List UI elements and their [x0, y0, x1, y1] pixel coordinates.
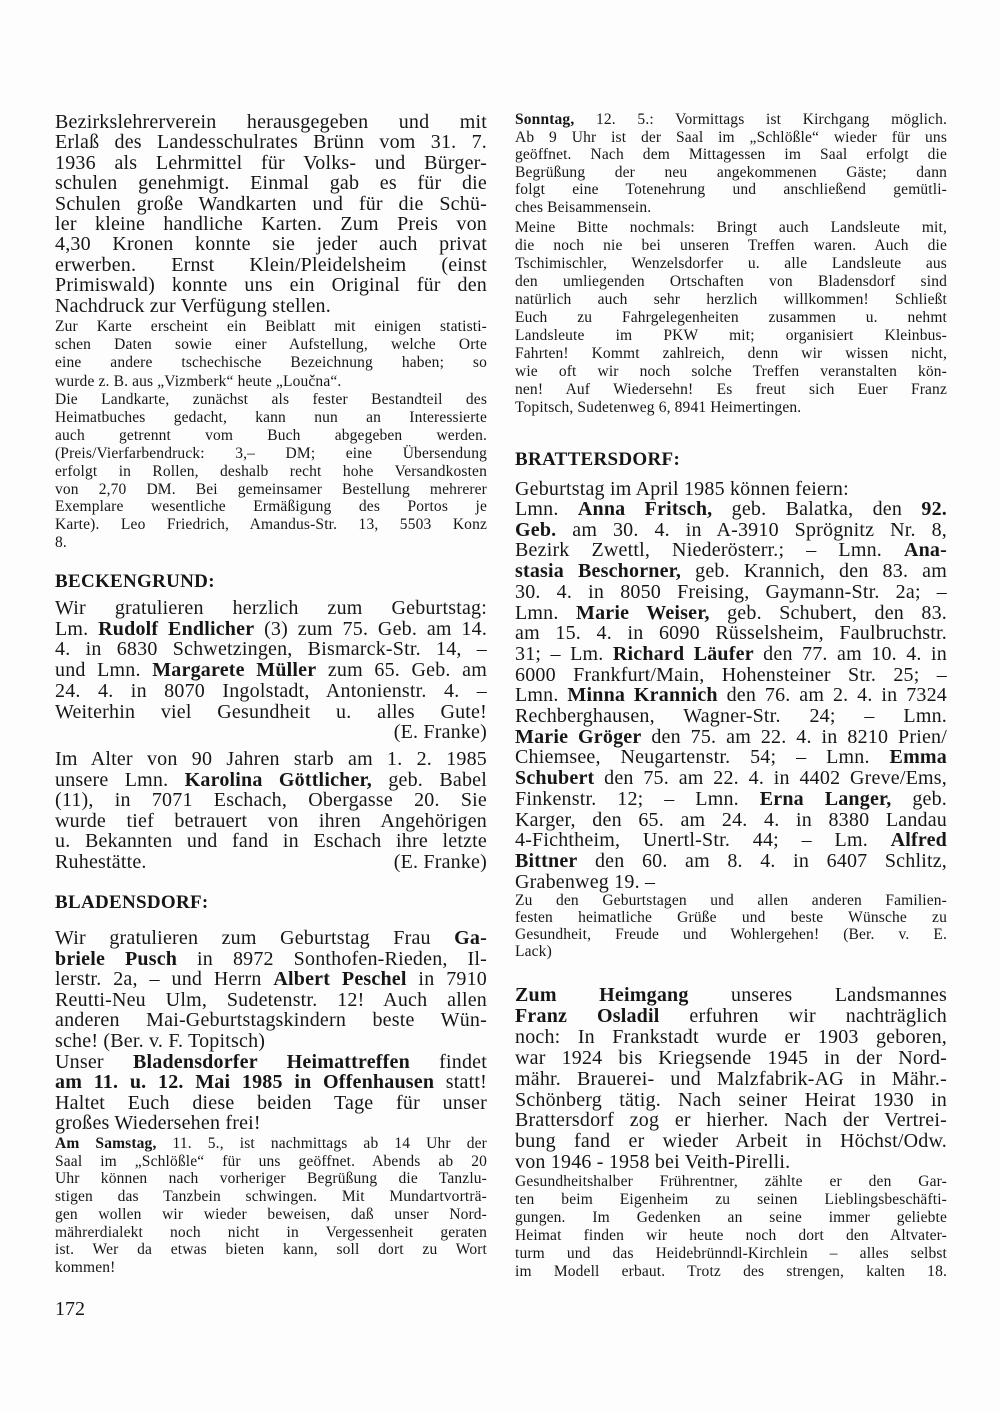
text-run: unseres Landsmannes: [688, 984, 947, 1006]
paragraph: [515, 893, 947, 961]
text-line: [55, 153, 487, 173]
text-line: [55, 1224, 487, 1242]
text-line: [515, 181, 947, 199]
text-run: Im Alter von 90 Jahren starb am 1. 2. 1985: [55, 748, 487, 770]
text-run: geöffnet. Nach dem Mittagessen im Saal erfolgt die: [515, 146, 947, 164]
text-line: [515, 273, 947, 291]
text-line: [515, 327, 947, 345]
text-line: [55, 1010, 487, 1031]
text-run: den 60. am 8. 4. in 6407 Schlitz,: [577, 849, 947, 872]
text-run: die noch nie bei unseren Treffen waren. Auch die: [515, 237, 947, 254]
text-line: [515, 1048, 947, 1069]
paragraph: [515, 219, 947, 417]
text-run: eine andere tschechische Bezeichnung haben; so: [55, 354, 487, 372]
bold-name: Richard Läufer: [612, 642, 754, 665]
section-heading: [515, 449, 947, 471]
text-line: [55, 318, 487, 336]
text-line: [515, 810, 947, 831]
text-line: [515, 520, 947, 541]
text-run: schulen genehmigt. Einmal gab es für die: [55, 172, 487, 195]
text-line: [55, 1241, 487, 1259]
bold-name: Ga-: [454, 927, 487, 949]
paragraph: [55, 598, 487, 743]
text-line: [55, 571, 487, 593]
text-run: den 77. am 10. 4. in: [753, 642, 947, 665]
text-run: im Modell erbaut. Trotz des strengen, kalten 18.: [515, 1263, 947, 1280]
text-line: [515, 1006, 947, 1027]
text-line: [515, 1152, 947, 1173]
text-line: [55, 1072, 487, 1092]
text-line: [515, 927, 947, 944]
text-run: 8.: [55, 534, 67, 552]
text-line: [515, 582, 947, 603]
text-run: Begrüßung der neu angekommenen Gäste; dann: [515, 163, 947, 181]
text-run: und Lmn.: [55, 659, 153, 682]
text-line: [515, 1245, 947, 1263]
text-run: mähr. Brauerei- und Malzfabrik-AG in Mähr.-: [515, 1067, 947, 1090]
bold-name: Schubert: [515, 767, 595, 790]
paragraph: [55, 391, 487, 552]
text-run: Brattersdorf zog er hierher. Nach der Vertrei-: [515, 1109, 947, 1132]
bold-name: 92.: [921, 498, 947, 520]
text-run: Tschimischler, Wenzelsdorfer u. alle Landsleute aus: [515, 255, 947, 272]
text-run: Lack): [515, 942, 552, 960]
text-run: den umliegenden Ortschaften von Bladensdorf sind: [515, 273, 947, 290]
text-line: [55, 811, 487, 832]
text-run: u. Bekannten und fand in Eschach ihre letzte: [55, 830, 487, 853]
text-line: [55, 336, 487, 354]
text-run: Uhr können nach vorheriger Begrüßung die Tanzlu-: [55, 1170, 487, 1188]
text-run: bung fand er wieder Arbeit in Höchst/Odw.: [515, 1130, 947, 1153]
text-run: erwerben. Ernst Klein/Pleidelsheim (einst: [55, 253, 487, 276]
text-run: Chiemsee, Neugartenstr. 54; – Lmn.: [515, 746, 890, 769]
text-run: 11. 5., ist nachmittags ab 14 Uhr der: [156, 1135, 487, 1152]
text-line: [55, 214, 487, 234]
text-line: [515, 309, 947, 327]
text-run: (Preis/Vierfarbendruck: 3,– DM; eine Übersendung: [55, 444, 487, 462]
text-line: [515, 1209, 947, 1227]
bold-name: Erna Langer,: [759, 787, 892, 810]
text-line: [55, 790, 487, 811]
text-run: Haltet Euch diese beiden Tage für unser: [55, 1091, 487, 1114]
text-run: lerstr. 2a, – und Herrn: [55, 968, 274, 990]
text-line: [55, 255, 487, 275]
text-run: wie oft wir noch solche Treffen veranstalten kön-: [515, 363, 947, 380]
text-run: Zu den Geburtstagen und allen anderen Familien-: [515, 892, 947, 909]
text-line: [55, 354, 487, 372]
text-run: erfolgt in Rollen, deshalb recht hohe Versandkosten: [55, 462, 487, 480]
text-run: turm und das Heidebrünndl-Kirchlein – alles selbst: [515, 1245, 947, 1262]
text-line: [515, 830, 947, 851]
text-run: 4,30 Kronen konnte sie jeder auch privat: [55, 233, 487, 256]
bold-name: briele Pusch: [55, 947, 178, 970]
text-run: Karger, den 65. am 24. 4. in 8380 Landau: [515, 808, 947, 831]
text-line: [55, 516, 487, 534]
text-run: Reutti-Neu Ulm, Sudetenstr. 12! Auch allen: [55, 988, 487, 1011]
text-line: [55, 173, 487, 193]
bold-name: Anna Fritsch,: [577, 498, 713, 520]
text-run: wurde tief betrauert von ihren Angehörigen: [55, 809, 487, 832]
text-line: [55, 660, 487, 681]
text-run: noch: In Frankstadt wurde er 1903 geboren,: [515, 1025, 947, 1048]
text-run: Saal im „Schlößle“ für uns geöffnet. Abends ab 20: [55, 1152, 487, 1170]
text-line: [515, 644, 947, 665]
text-line: [515, 164, 947, 182]
text-line: [515, 111, 947, 129]
text-run: Lmn.: [515, 684, 568, 707]
section-heading: [55, 892, 487, 914]
text-run: geb. Krannich, den 83. am: [681, 560, 947, 583]
text-run: den 75. am 22. 4. in 8210 Prien/: [641, 725, 947, 748]
bold-name: Marie Weiser,: [576, 601, 710, 624]
text-line: [55, 598, 487, 619]
text-line: [515, 561, 947, 582]
text-line: [515, 685, 947, 706]
bold-name: stasia Beschorner,: [515, 560, 682, 583]
text-line: [55, 498, 487, 516]
text-line: [515, 345, 947, 363]
text-run: auch getrennt vom Buch abgegeben werden.: [55, 426, 487, 444]
text-line: [515, 199, 947, 217]
text-line: [515, 747, 947, 768]
text-line: [515, 985, 947, 1006]
text-line: [55, 1052, 487, 1072]
text-line: [515, 872, 947, 893]
text-line: [55, 702, 487, 723]
right-column: [515, 0, 947, 1413]
text-run: Lmn.: [515, 498, 578, 520]
text-line: [55, 949, 487, 970]
text-run: anderen Mai-Geburtstagskindern beste Wün-: [55, 1009, 487, 1031]
text-line: [515, 146, 947, 164]
text-run: BRATTERSDORF:: [515, 449, 681, 470]
text-run: geb. Babel: [372, 768, 487, 791]
bold-name: Margarete Müller: [152, 659, 317, 682]
bold-name: Alfred: [890, 829, 947, 852]
text-run: gungen. Im Gedenken an seine immer geliebte: [515, 1209, 947, 1226]
text-run: Die Landkarte, zunächst als fester Bestandteil des: [55, 391, 487, 408]
text-run: festen heimatliche Grüße und beste Wünsche zu: [515, 908, 947, 926]
bold-name: Albert Peschel: [273, 968, 407, 990]
paragraph: [515, 985, 947, 1173]
bold-name: Zum Heimgang: [515, 984, 689, 1006]
bold-name: Rudolf Endlicher: [98, 617, 255, 640]
text-run: Geburtstag im April 1985 können feiern:: [515, 478, 849, 500]
text-line: [55, 1031, 487, 1052]
text-line: [515, 499, 947, 520]
text-run: in 8972 Sonthofen-Rieden, Il-: [177, 947, 487, 970]
text-run: den 76. am 2. 4. in 7324: [717, 684, 947, 707]
text-line: [55, 1093, 487, 1113]
text-run: Finkenstr. 12; – Lmn.: [515, 787, 760, 810]
text-line: [515, 1191, 947, 1209]
text-run: kommen!: [55, 1258, 116, 1276]
text-line: [55, 409, 487, 427]
text-run: Karte). Leo Friedrich, Amandus-Str. 13, 5503 Konz: [55, 516, 487, 534]
text-run: Unser: [55, 1051, 133, 1073]
text-line: [515, 381, 947, 399]
text-line: [515, 479, 947, 500]
text-line: [515, 727, 947, 748]
text-run: Weiterhin viel Gesundheit u. alles Gute!: [55, 700, 487, 723]
text-line: [55, 391, 487, 409]
bold-name: Am Samstag,: [55, 1135, 157, 1152]
text-line: [55, 1135, 487, 1153]
text-line: [55, 1206, 487, 1224]
text-line: [515, 603, 947, 624]
text-run: Gesundheitshalber Frührentner, zählte er den Gar-: [515, 1173, 947, 1190]
text-line: [515, 1227, 947, 1245]
bold-name: Sonntag,: [515, 111, 575, 128]
text-line: [55, 928, 487, 949]
bold-name: Karolina Göttlicher,: [184, 768, 372, 791]
text-line: [515, 237, 947, 255]
text-run: am 30. 4. in A-3910 Sprögnitz Nr. 8,: [556, 518, 947, 541]
text-run: 4-Fichtheim, Unertl-Str. 44; – Lm.: [515, 829, 891, 852]
text-run: wurde z. B. aus „Vizmberk“ heute „Loučna“.: [55, 372, 342, 390]
text-run: ist. Wer da etwas bieten kann, soll dort zu Wort: [55, 1241, 487, 1259]
author-signature: (E. Franke): [393, 721, 487, 744]
text-run: Primiswald) konnte uns ein Original für den: [55, 274, 487, 297]
text-run: Grabenweg 19. –: [515, 870, 656, 893]
text-line: [515, 851, 947, 872]
text-line: [515, 1090, 947, 1111]
text-line: [55, 1170, 487, 1188]
text-run: stigen das Tanzbein schwingen. Mit Mundartvorträ-: [55, 1188, 487, 1206]
text-run: unsere Lmn.: [55, 768, 185, 791]
page-number: 172: [55, 1298, 85, 1320]
text-line: [515, 944, 947, 961]
section-heading: [55, 571, 487, 593]
bold-name: Marie Gröger: [515, 725, 642, 748]
paragraph: [515, 111, 947, 217]
text-run: großes Wiedersehen frei!: [55, 1111, 261, 1134]
text-run: erfuhren wir nachträglich: [659, 1004, 947, 1027]
text-run: Nachdruck zur Verfügung stellen.: [55, 294, 331, 317]
bold-name: am 11. u. 12. Mai 1985 in Offenhausen: [55, 1071, 435, 1094]
text-line: [515, 291, 947, 309]
text-run: mährerdialekt noch nicht in Vergessenheit geraten: [55, 1223, 487, 1241]
text-line: [55, 831, 487, 852]
text-line: [515, 1263, 947, 1281]
text-run: (3) zum 75. Geb. am 14.: [254, 617, 488, 640]
text-run: ches Beisammensein.: [515, 198, 652, 216]
bold-name: Emma: [889, 746, 947, 769]
left-column: [55, 0, 487, 1413]
text-run: 12. 5.: Vormittags ist Kirchgang möglich.: [574, 111, 947, 128]
text-line: [55, 1188, 487, 1206]
paragraph: [515, 1173, 947, 1281]
text-run: Gesundheit, Freude und Wohlergehen! (Ber. v. E.: [515, 925, 947, 943]
text-line: [55, 681, 487, 702]
text-run: Ab 9 Uhr ist der Saal im „Schlößle“ wieder für uns: [515, 128, 947, 146]
text-line: [55, 481, 487, 499]
text-run: BECKENGRUND:: [55, 571, 215, 592]
text-run: nen! Auf Wiedersehn! Es freut sich Euer Franz: [515, 381, 947, 398]
text-run: Rechberghausen, Wagner-Str. 24; – Lmn.: [515, 705, 947, 728]
text-line: [515, 910, 947, 927]
bold-name: Ana-: [903, 539, 947, 562]
text-run: am 15. 4. in 6090 Rüsselsheim, Faulbruchstr.: [515, 622, 947, 645]
text-line: [515, 255, 947, 273]
text-line: [515, 129, 947, 147]
text-run: Meine Bitte nochmals: Bringt auch Landsleute mit,: [515, 219, 947, 236]
paragraph: [55, 112, 487, 316]
text-run: ten beim Eigenheim zu seinen Lieblingsbeschäfti-: [515, 1191, 947, 1208]
bold-name: Franz Osladil: [515, 1004, 660, 1027]
text-run: 6000 Frankfurt/Main, Hohensteiner Str. 25; –: [515, 663, 947, 686]
text-run: Lmn.: [515, 601, 576, 624]
text-run: schen Daten sowie einer Aufstellung, welche Orte: [55, 336, 487, 354]
text-run: Ruhestätte.: [55, 850, 147, 873]
text-run: Schulen große Wandkarten und für die Schü-: [55, 192, 487, 215]
paragraph: [55, 318, 487, 391]
text-run: findet: [409, 1051, 487, 1073]
text-line: [55, 534, 487, 552]
text-run: von 2,70 DM. Bei gemeinsamer Bestellung mehrerer: [55, 480, 487, 498]
text-line: [515, 1110, 947, 1131]
text-run: Euch zu Fahrgelegenheiten zusammen u. nehmt: [515, 309, 947, 326]
text-line: [515, 219, 947, 237]
text-line: [55, 234, 487, 254]
text-line: [55, 427, 487, 445]
text-line: [55, 852, 487, 873]
text-run: BLADENSDORF:: [55, 892, 209, 913]
text-run: Heimat finden wir heute noch dort den Altvater-: [515, 1227, 947, 1244]
text-run: Erlaß des Landesschulrates Brünn vom 31. 7.: [55, 131, 487, 154]
text-run: geb.: [891, 787, 947, 810]
text-run: statt!: [434, 1071, 487, 1094]
text-line: [515, 449, 947, 471]
text-run: (11), in 7071 Eschach, Obergasse 20. Sie: [55, 789, 487, 812]
text-line: [515, 706, 947, 727]
text-line: [515, 399, 947, 417]
paragraph: [55, 749, 487, 873]
text-run: 4. in 6830 Schwetzingen, Bismarck-Str. 14, –: [55, 638, 487, 661]
text-line: [55, 445, 487, 463]
text-line: [55, 112, 487, 132]
text-run: Fahrten! Kommt zahlreich, denn wir wissen nicht,: [515, 345, 947, 362]
bold-name: Bladensdorfer Heimattreffen: [132, 1051, 410, 1073]
text-line: [515, 1069, 947, 1090]
text-run: geb. Schubert, den 83.: [709, 601, 947, 624]
paragraph: [55, 1052, 487, 1133]
text-run: zum 65. Geb. am: [316, 659, 487, 682]
text-line: [55, 619, 487, 640]
text-run: Zur Karte erscheint ein Beiblatt mit einigen statisti-: [55, 318, 487, 335]
text-run: 30. 4. in 8050 Freising, Gaymann-Str. 2a; –: [515, 580, 947, 603]
text-line: [55, 463, 487, 481]
bold-name: Bittner: [515, 849, 578, 872]
text-run: Schönberg tätig. Nach seiner Heirat 1930 in: [515, 1088, 947, 1111]
text-line: [515, 1131, 947, 1152]
text-line: [55, 194, 487, 214]
paragraph: [55, 1135, 487, 1277]
text-run: Wir gratulieren herzlich zum Geburtstag:: [55, 597, 487, 619]
text-line: [55, 1113, 487, 1133]
text-line: [55, 892, 487, 914]
paragraph: [515, 499, 947, 892]
text-run: 24. 4. in 8070 Ingolstadt, Antonienstr. 4. –: [55, 679, 487, 702]
text-line: [55, 990, 487, 1011]
text-run: Lm.: [55, 617, 99, 640]
text-line: [515, 665, 947, 686]
author-signature: (E. Franke): [393, 850, 487, 873]
text-run: 31; – Lm.: [515, 642, 613, 665]
text-run: Bezirk Zwettl, Niederösterr.; – Lmn.: [515, 539, 904, 562]
text-line: [55, 722, 487, 743]
text-run: Heimatbuches gedacht, kann nun an Interessierte: [55, 408, 487, 426]
text-run: Bezirkslehrerverein herausgegeben und mit: [55, 111, 487, 133]
text-run: gen wollen wir wieder beweisen, daß unser Nord-: [55, 1205, 487, 1223]
text-line: [515, 1173, 947, 1191]
text-run: 1936 als Lehrmittel für Volks- und Bürger-: [55, 151, 487, 174]
paragraph: [515, 479, 947, 500]
text-line: [515, 893, 947, 910]
text-line: [515, 1027, 947, 1048]
text-line: [515, 363, 947, 381]
text-line: [55, 969, 487, 990]
text-line: [515, 768, 947, 789]
text-run: war 1924 bis Kriegsende 1945 in der Nord-: [515, 1046, 947, 1069]
text-run: Landsleute im PKW mit; organisiert Kleinbus-: [515, 327, 947, 344]
bold-name: Minna Krannich: [567, 684, 718, 707]
text-line: [515, 623, 947, 644]
text-run: in 7910: [406, 968, 487, 990]
text-line: [55, 1259, 487, 1277]
text-run: Wir gratulieren zum Geburtstag Frau: [55, 927, 455, 949]
text-run: Topitsch, Sudetenweg 6, 8941 Heimertingen.: [515, 399, 802, 416]
text-line: [55, 132, 487, 152]
text-line: [55, 373, 487, 391]
text-line: [55, 639, 487, 660]
text-run: ler kleine handliche Karten. Zum Preis von: [55, 213, 487, 236]
text-line: [55, 770, 487, 791]
text-line: [55, 296, 487, 316]
text-line: [55, 275, 487, 295]
text-line: [515, 789, 947, 810]
text-line: [515, 540, 947, 561]
text-run: geb. Balatka, den: [712, 498, 922, 520]
text-line: [55, 1153, 487, 1171]
text-run: Exemplare wesentliche Ermäßigung des Portos je: [55, 498, 487, 516]
text-run: natürlich auch sehr herzlich willkommen! Schließt: [515, 291, 947, 308]
text-run: den 75. am 22. 4. in 4402 Greve/Ems,: [594, 767, 947, 790]
text-run: von 1946 - 1958 bei Veith-Pirelli.: [515, 1151, 791, 1174]
text-run: sche! (Ber. v. F. Topitsch): [55, 1029, 266, 1052]
paragraph: [55, 928, 487, 1051]
text-line: [55, 749, 487, 770]
text-run: folgt eine Totenehrung und anschließend gemütli-: [515, 181, 947, 199]
bold-name: Geb.: [515, 518, 557, 541]
